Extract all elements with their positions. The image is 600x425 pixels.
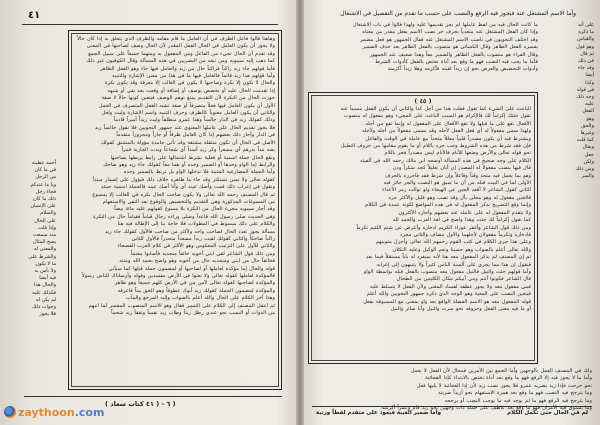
text-line: وأما قولهم جئت والنيل فالنيل مفعول معه منصوب بالفعل قبله بواسطة الواو <box>363 268 531 275</box>
text-line: فإن فقد شرط من هذه الشروط وجب جره باللام أو ما يقوم مقامها من حروف التعليل <box>340 143 531 150</box>
section-number: ( ٤٥ ) <box>414 98 432 105</box>
text-line: وذلك كقولك زيد في الدار جالساً وهذا عمرو منطلقاً وليت زيداً أميراً قادماً <box>113 117 275 124</box>
text-line: فالجبن مفعول له وهو محلى بأل وقد نصب وهو قليل والأكثر جره <box>388 194 531 201</box>
text-line: وقال الفراء هو منصوب بالفعل الظاهر والضمير معاً وهذا ضعيف عند الجمهور <box>369 51 538 58</box>
text-line: فلا يجوز تقديم الحال على عاملها المعنوي عند جمهور النحويين فلا تقول جالساً زيد <box>94 124 275 131</box>
commentary-line: فجاء رجل <box>35 188 56 195</box>
main-text <box>75 36 275 317</box>
commentary-line: أيضا <box>585 72 594 79</box>
text-line: كما تقول إكراماً لك جئت وهذا واضح في لغة العرب والحمد لله <box>392 217 531 224</box>
commentary-line: في قوله <box>576 86 594 93</box>
text-line: نحو قوله تعالى والأرض وضعها للأنام فالأنام ليس مصدراً فجر باللام <box>384 150 531 157</box>
commentary-line: والسلام <box>40 210 56 217</box>
commentary-line: وغيرها <box>580 130 594 137</box>
text-line: فأما ما يجب فيه النصب فهو ما وقع بعد أداة تختص بالفعل كأدوات الشرط <box>375 59 538 66</box>
text-line: وهاهنا قالوا فاعل الظرف في أن العامل ما قام مقامه والظرف الذي يتعلق به إذا كان حالاً <box>77 36 275 42</box>
boxed-text <box>315 106 531 313</box>
text-line: ومن ذلك قول الشاعر لقي ابني أخويه خائفاً منجديه فأصابوا مغنماً <box>130 250 275 257</box>
text-line: وأما الجملة المضارعية المثبتة فلا تدخلها الواو بل تربط بالضمير وحده <box>123 169 275 176</box>
commentary-line: عليه <box>585 101 594 108</box>
text-line: ومن ذلك قول الشاعر وأغفر عوراء الكريم ادخاره وأعرض عن شتم اللئيم تكرماً <box>356 224 531 231</box>
running-head: وأما الاسم المشتغل عنه فيجوز فيه الرفع والنصب على حسب ما تقدم من التفصيل في الاشتغال <box>340 10 576 17</box>
commentary-line: وقد جاء <box>578 65 594 72</box>
commentary-line: ويا ما عندكم <box>30 181 56 188</box>
text-line: الأفعال تقع على ما قبلها ولا تقع الأفعال على المفعول له وإنما تقع من أجله <box>365 120 531 127</box>
text-line: ولك في المصنف العمل بالوجهين وأما الجمع بين الأمرين فمحال لأن الفعل لا يعمل <box>410 368 592 374</box>
text-line: ولا يجوز أن يكون العامل في الحال الفعل المقدر لأن الحال وصف لصاحبها في المعنى <box>86 43 275 50</box>
commentary-line: الفعل <box>582 108 594 115</box>
text-line: فادخاره وتكرماً مفعولان لأجلهما والأول مضاف والثاني مجرد <box>400 231 531 238</box>
text-line: مسألة يجوز تعدد الحال لصاحب واحد ولأكثر من صاحب فالأول كقولك جاء زيد <box>105 228 275 235</box>
commentary-line: والشرط على <box>28 253 56 260</box>
text-line: فنقول إن هذا مما يجري على ألسنة الناس كثيراً ولا يتنبهون إلى إعرابه <box>376 261 531 268</box>
left-page <box>0 0 298 425</box>
text-line: وما يستوي فيه الأمران فهو ما وقع بعد عاطف على جملة ذات وجهين نحو زيد قام وعمراً أكرمته <box>381 405 592 412</box>
text-line: من المسوغات المذكورة وهي التقديم والتخصيص والوقوع بعد النفي والاستفهام <box>102 198 275 205</box>
text-line: ولا يتقدم المفعول له على عامله عند بعضهم وأجازه الأكثرون <box>398 209 531 216</box>
commentary-line: على الإنسان <box>30 203 56 210</box>
text-line: والمؤكدة لمضمون الجملة كقولك زيد أبوك عطوفاً وهو الحق بيناً فاعرفه <box>117 287 275 294</box>
text-line: وأما ما لا يجوز فيه إلا الرفع فهو ما وقع بعد أداة تختص بالابتداء كإذا الفجائية <box>425 375 592 382</box>
commentary-line: على الحال <box>34 217 56 224</box>
text-line: وما يترجح فيه النصب فهو ما وقع بعد همزة الاستفهام نحو أزيداً ضربته <box>438 390 592 397</box>
text-line: فبني مفعول معه ولا يجوز عطفه لفساد المعنى ولأن الفعل لا يتسلط عليه <box>369 283 531 290</box>
commentary-line: على أنه <box>578 22 594 28</box>
text-line: ثم انتقل المصنف إلى الكلام على التمييز فقال وهو الاسم المنصوب المفسر لما انبهم <box>88 302 275 309</box>
commentary-line: أحمد عطيته <box>31 160 56 166</box>
commentary-line: ويقال <box>582 144 594 151</box>
commentary-line: فيه أيضا <box>39 275 56 282</box>
text-line: ونقول في إعراب ذلك قمت وأصك عينه أي وأنا أصك عينه فالجملة اسمية حينئذ <box>101 184 275 191</box>
commentary-line: ومن ذلك <box>575 166 594 173</box>
text-line: من الذوات أو النسب نحو عندي رطل زيتاً وطاب زيد نفساً وتفقأ زيد شحماً <box>111 310 275 317</box>
text-line: وتقع الحال جملة اسمية أو فعلية بشرط اشتمالها على رابط يربطها بصاحبها <box>110 154 275 161</box>
text-line: راكباً ضاحكاً والثاني كقولك لقيت زيداً مصعداً منحدراً فالأول للثاني <box>131 235 275 242</box>
commentary-line: يصح المثال <box>32 239 56 246</box>
text-line: وأما قولهم هذا زيد قائماً فالعامل فيها ما في هذا من معنى الإشارة والتنبيه <box>111 73 275 80</box>
text-line: الثاني كقول الشاعر لا أقعد الجبن عن الهيجاء ولو توالت زمر الأعداء <box>382 187 531 194</box>
text-line: فأما قولهم جاء زيد راكباً فراكباً حال من زيد والعامل فيها جاء وهو الفعل الظاهر <box>100 65 275 72</box>
boxed-text-frame <box>308 92 538 364</box>
logo-icon <box>4 406 16 418</box>
text-line: نحو خرجت فإذا زيد يضربه عمرو فلا يجوز نصب زيد لأن إذا الفجائية لا يليها فعل <box>416 382 592 389</box>
header-rule <box>22 24 278 25</box>
text-line: فيتعين النصب على المعية وهو الوجه الذي ذكره جمهور النحويين والله أعلم <box>366 291 531 298</box>
text-line: كقوله تعالى ولا تمنن تستكثر وقد جاء ما ظاهره خلاف ذلك فيؤول على إضمار مبتدأ <box>92 176 275 183</box>
text-line: والكلام على ذلك مبسوط في المطولات فلا حاجة بنا إلى الإطالة فيه هنا <box>117 221 275 228</box>
main-text-frame <box>68 30 282 390</box>
text-line: والله تعالى أعلم بالصواب وهو حسبنا ونعم الوكيل وعليه التكلان <box>392 246 531 253</box>
text-line: ثم قال المصنف رحمه الله تعالى ولا يكون صاحب الحال نكرة في الغالب إلا بمسوغ <box>92 191 275 198</box>
commentary-line: فكذلك عليه <box>32 289 56 296</box>
text-line: وقد تقدم أن الحال تجيء من الفاعل ومن المفعول به ومنهما جميعاً على سبيل الجمع <box>88 50 275 57</box>
footer-right: لم في الحال حتى تكمل الكلام <box>507 410 588 416</box>
text-line: والحال لا تكون إلا نكرة وصاحبها لا يكون في الغالب إلا معرفة وقد يكون نكرة <box>104 80 275 87</box>
text-line: والرابط إما الواو وحدها أو الضمير وحده أو هما معاً كقولك جاء زيد وهو ضاحك <box>103 161 275 168</box>
footer-rule <box>312 406 592 407</box>
commentary-line: وهو قول <box>576 43 594 50</box>
right-page <box>302 0 600 425</box>
text-line: الأولى لما في البيت قبله من أن ما سبق هو النصب والجر جائز فيه <box>383 180 531 187</box>
text-line: وعلى هذا جرى الكلام في كتب القوم رحمهم الله تعالى وأجزل مثوبتهم <box>375 239 531 246</box>
text-line: جوزت الحال من النكرة لأن التقديم يمنع توهم الوصف فيتعين كونها حالاً لا صفة <box>101 95 275 102</box>
text-line: قال فيها ينصب مفعولاً له المصدر إن أبان تعليلاً كجد شكراً ودن <box>392 165 531 172</box>
commentary-line: وجه ذلك <box>576 94 594 101</box>
watermark-logo <box>4 405 104 419</box>
text-line: الأصل في الحال أن تكون منتقلة مشتقة وقد تأتي جامدة مؤولة بالمشتق كقولك <box>100 139 275 146</box>
text-line: الأول أن يكون العامل فيها فعلاً متصرفاً أو صفة تشبه الفعل المتصرف في العمل <box>98 102 275 109</box>
commentary-line: في ما كان <box>34 167 56 174</box>
logo-text: zaythoon.com <box>18 405 105 419</box>
text-line: الكلام على وجه صحيح في هذه المسألة أوضحه ابن مالك رحمه الله في ألفيته <box>360 157 531 164</box>
text-line: وهذا آخر الكلام على الحال والله أعلم بالصواب وإليه المرجع والمآب <box>125 295 275 302</box>
commentary-line: والمعنى له <box>33 246 56 253</box>
text-line: والمؤكدة لصاحبها كقوله تعالى لآمن من في الأرض كلهم جميعاً وهو ظاهر <box>114 280 275 287</box>
commentary-line: في ذلك <box>577 58 594 65</box>
commentary-line: وكذا <box>585 79 594 86</box>
footer-rule <box>24 396 282 397</box>
commentary-line: ما لا يكون <box>35 260 56 267</box>
commentary-line: ثم قال <box>580 50 594 57</box>
text-line: بعته مداً بدرهم أي مسعراً وكر زيد أسداً أي شجاعاً وبدت الجارية قمراً <box>121 147 275 154</box>
text-line: تقول جئتك إكراماً لك فالإكرام هو السبب الباعث على المجيء وهو مفعول له منصوب <box>343 113 531 120</box>
text-line: فخائفاً حال من ابني ومنجديه حال من أخويه وهو واضح بحمد الله ومنته <box>119 258 275 265</box>
text-line: يفسره الفعل الظاهر وقال الكسائي هو منصوب بالفعل الظاهر بعد حذف الضمير <box>362 44 538 51</box>
text-line: وما يترجح فيه الرفع فهو ما لم يوجد فيه ما يوجب النصب أو يرجحه <box>444 397 592 404</box>
text-line: وإنما وقع التصريح بذكر المفعول له في هذه المواضع لكونه عمدة في الكلام <box>365 202 531 209</box>
text-line: ولهذا سمي مفعولاً له أي فعل الفعل لأجله وقد يسمى مفعولاً من أجله ولأجله <box>362 128 531 135</box>
commentary-column <box>8 160 56 340</box>
commentary-line: ولا بأس به <box>34 268 56 275</box>
commentary-line: منه سمعت <box>33 232 56 239</box>
text-line: قال الشاعر فكونوا أنتم وبني أبيكم مكان الكليتين من الطحال <box>396 276 531 283</box>
text-line: وقد أجاز سيبويه مجيء الحال من النكرة بلا مسوغ كقولهم عليه مائة بيضاً <box>114 206 275 213</box>
text-line: إذا تقدمت الحال عليه أو تخصص بوصف أو إضافة أو وقعت بعد نفي أو شبهه <box>107 87 275 94</box>
text-line: ما كانت الحال فيه من لفظ عاملها لم يجز تقديمها عليه ولهذا قالوا في باب الاشتغال <box>352 22 538 28</box>
text-line: والثاني للأول على الترتيب المعكوس وهو الأكثر في كلام العرب الفصحاء <box>117 243 275 250</box>
text-line: وقد اختلف النحويون في ناصب الاسم المشتغل عنه فقال الجمهور هو فعل مضمر <box>360 36 538 43</box>
text-line: ثم إن المصنف لم يذكر المفعول معه هنا لأنه سيفرد له باباً مستقلاً فيما بعد <box>365 254 531 261</box>
text-line: ويشترط فيه أن يكون مصدراً قلبياً معللاً متحداً مع عامله في الوقت والفاعل <box>365 135 531 142</box>
commentary-line: كما قلت <box>576 137 594 144</box>
commentary-line: من الرجل <box>35 174 56 181</box>
commentary-line: وجواب ذلك <box>32 304 56 311</box>
page-footer: ( ٦ - ( ٤١ كتاب سعاد ) <box>105 400 176 408</box>
commentary-column <box>542 22 594 352</box>
text-line: وإذا كان الفعل المشتغل عنه متعدياً بحرف جر نصب الاسم بفعل مقدر من معناه <box>362 29 538 36</box>
text-line: وفي الحديث صلى رسول الله قاعداً وصلى وراءه رجال قياماً فقياماً حال من النكرة <box>93 213 275 220</box>
text-line: قوله المفعول معه هو الاسم الفضلة الواقع بعد واو بمعنى مع المسبوقة بفعل <box>363 298 531 305</box>
commentary-line: فلا يجوز <box>39 311 56 318</box>
footer-left: وأما ضمير الغيبة فيعود على متقدم لفظاً ورتبة <box>316 410 442 416</box>
text-line: وهو بما يعمل فيه متحد وقتاً وفاعلاً وإن شرط فقد فاجرره بالحرف <box>385 172 531 179</box>
commentary-line: لم يكن له <box>35 296 56 303</box>
commentary-line: وإذا قلت <box>38 224 56 231</box>
commentary-line: وهو <box>586 115 594 122</box>
commentary-line: جعل <box>584 151 594 158</box>
text-line: كما ذهب إليه سيبويه ومن تبعه من البصريين في هذه المسألة وقال الكوفيون غير ذلك <box>86 58 275 65</box>
commentary-line: والسر <box>581 173 594 180</box>
text-line: في الدار وأجاز ذلك بعضهم إذا كان العامل ظرفاً أو جاراً ومجروراً متقدماً <box>116 132 275 139</box>
text-line: قوله والحال إما مؤكدة لعاملها أو لصاحبها أو لمضمون جملة قبلها كما سيأتي <box>108 265 275 272</box>
commentary-line: والقياس <box>577 36 594 43</box>
commentary-line: ولكن <box>583 158 594 165</box>
upper-text <box>354 22 538 86</box>
text-line: الباعث على الشيء كما تقول فعلت هذا من أجل كذا والثاني أن يكون الفعل مسبباً عنه <box>340 106 531 112</box>
commentary-line: ذلك ما كان <box>33 196 56 203</box>
text-line: والثاني أن يكون العامل معنوياً كالظرف وحرف التنبيه واسم الإشارة وليت ولعل <box>101 110 275 117</box>
commentary-line: ما ذكره <box>578 29 594 36</box>
text-line: أو ما فيه معنى الفعل وحروفه نحو سرت والنيل وأنا سائر والنيل <box>390 305 531 312</box>
text-line: فالمؤكدة لعاملها كقوله تعالى ولا تعثوا في الأرض مفسدين وقوله وأرسلناك للناس رسولاً <box>81 273 275 279</box>
commentary-line: والحق <box>581 122 594 129</box>
text-line: وأدوات التحضيض والعرض نحو إن زيداً لقيته فأكرمه وهلا زيداً أكرمته <box>387 66 538 73</box>
page-number: ٤١ <box>28 10 41 21</box>
commentary-line: والحال هذا <box>34 282 56 289</box>
